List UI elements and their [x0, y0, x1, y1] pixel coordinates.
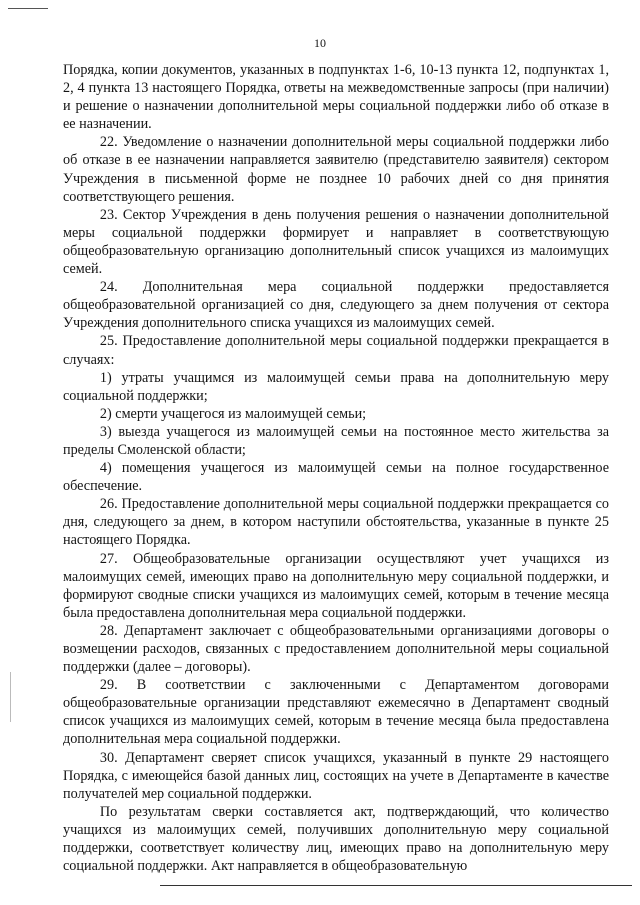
paragraph-reconciliation: По результатам сверки составляется акт, подтверждающий, что количество учащихся из малоимущих семей, получивших дополнительную меру социальной поддержки, соответствует количеству лиц, имеющих право на дополнительную меру социальной поддержки. Акт направляется в общеобразовательную: [63, 803, 609, 875]
top-edge-rule: [8, 8, 48, 9]
paragraph-item-23: 23. Сектор Учреждения в день получения решения о назначении дополнительной меры социальной поддержки формирует и направляет в соответствующую общеобразовательную организацию дополнительный список учащихся из малоимущих семей.: [63, 206, 609, 278]
paragraph-item-28: 28. Департамент заключает с общеобразовательными организациями договоры о возмещении расходов, связанных с предоставлением дополнительной меры социальной поддержки (далее – договоры).: [63, 622, 609, 676]
paragraph-subitem-25-2: 2) смерти учащегося из малоимущей семьи;: [99, 405, 367, 422]
paragraph-item-24: 24. Дополнительная мера социальной поддержки предоставляется общеобразовательной организацией со дня, следующего за днем получения от сектора Учреждения дополнительного списка учащихся из малоимущих семей.: [63, 279, 609, 332]
paragraph-item-22: 22. Уведомление о назначении дополнительной меры социальной поддержки либо об отказе в ее назначении направляется заявителю (представителю заявителя) сектором Учреждения в письменной форме не позднее 10 рабочих дней со дня принятия соответствующего решения.: [63, 134, 609, 205]
paragraph-item-29: 29. В соответствии с заключенными с Департаментом договорами общеобразовательные организации представляют ежемесячно в Департамент сводный список учащихся из малоимущих семей, которым в течение месяца была предоставлена дополнительная мера социальной поддержки.: [63, 677, 609, 748]
paragraph-item-27: 27. Общеобразовательные организации осуществляют учет учащихся из малоимущих семей, имеющих право на дополнительную меру социальной поддержки, и формируют сводные списки учащихся из малоимущих семей, которым в течение месяца была предоставлена дополнительная мера социальной поддержки.: [63, 550, 609, 621]
bottom-edge-rule: [160, 885, 632, 886]
document-body: [63, 61, 609, 875]
paragraph-item-26: 26. Предоставление дополнительной меры социальной поддержки прекращается со дня, следующего за днем, в котором наступили обстоятельства, указанные в пункте 25 настоящего Порядка.: [63, 496, 609, 549]
paragraph-item-25: 25. Предоставление дополнительной меры социальной поддержки прекращается в случаях:: [63, 333, 609, 368]
paragraph-subitem-25-4: 4) помещения учащегося из малоимущей семьи на полное государственное обеспечение.: [63, 460, 609, 495]
paragraph-continuation: Порядка, копии документов, указанных в подпунктах 1-6, 10-13 пункта 12, подпунктах 1, 2, 4 пункта 13 настоящего Порядка, ответы на межведомственные запросы (при наличии) и решение о назначении дополнительной меры социальной поддержки либо об отказе в ее назначении.: [63, 62, 609, 133]
paragraph-subitem-25-3: 3) выезда учащегося из малоимущей семьи на постоянное место жительства за пределы Смоленской области;: [63, 423, 609, 458]
margin-mark: [10, 672, 11, 722]
page-number: 10: [314, 36, 326, 50]
paragraph-item-30: 30. Департамент сверяет список учащихся, указанный в пункте 29 настоящего Порядка, с имеющейся базой данных лиц, состоящих на учете в Департаменте в качестве получателей мер социальной поддержки.: [63, 749, 609, 802]
paragraph-subitem-25-1: 1) утраты учащимся из малоимущей семьи права на дополнительную меру социальной поддержки;: [63, 369, 609, 404]
